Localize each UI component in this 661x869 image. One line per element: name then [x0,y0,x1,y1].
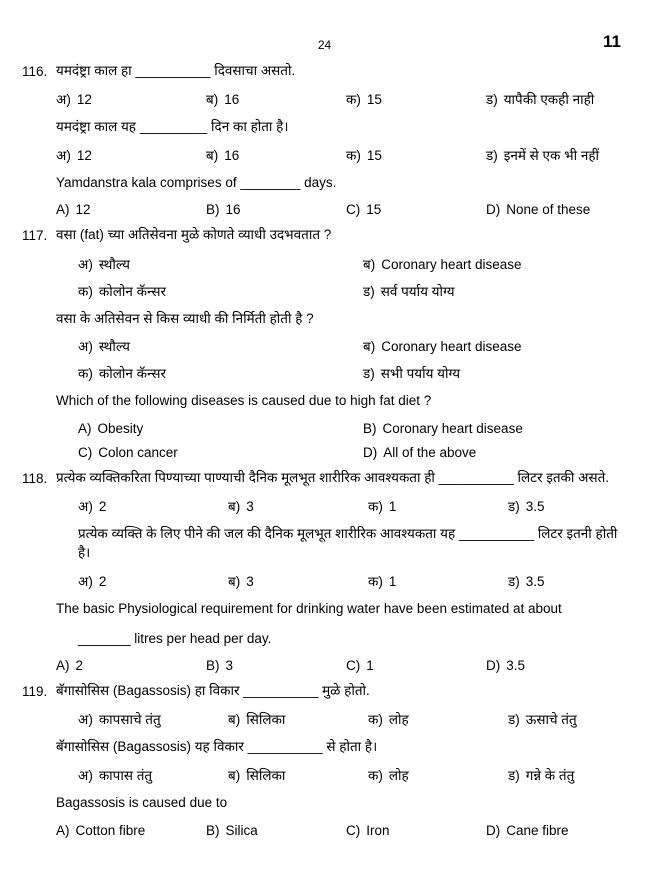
question-119-hindi-text: बॅगासोसिस (Bagassosis) यह विकार __________ से होता है। [56,739,378,755]
question-119-marathi-text: बॅगासोसिस (Bagassosis) हा विकार __________ मुळे होतो. [56,683,370,699]
option-label: अ) [78,256,93,272]
option-text: Iron [366,822,390,838]
question-118-number: 118. [22,470,48,486]
option-label: A) [56,658,70,674]
question-116-english-options [56,202,627,217]
question-119-marathi-row [22,682,627,701]
option-row-item[interactable] [78,337,363,355]
question-119-english-options [56,823,627,838]
option-label: ब) [228,767,241,783]
option-text: All of the above [383,444,477,460]
option-text: 16 [224,92,240,108]
option-row-item[interactable] [206,146,346,164]
option-label: ब) [206,147,219,163]
option-label: B) [206,822,220,838]
question-117-hindi-text: वसा के अतिसेवन से किस व्याधी की निर्मिती होती है ? [56,310,314,326]
question-119-hindi-options [78,766,627,784]
option-label: अ) [78,712,93,728]
option-text: 2 [75,658,84,674]
question-118-hindi-text: प्रत्येक व्यक्ति के लिए पीने की जल की दैनिक मूलभूत शारीरिक आवश्यकता यह __________ लिटर इतनी होती है। [78,525,618,561]
option-text: कोलोन कॅन्सर [98,283,166,299]
question-116-marathi-row [22,62,627,81]
option-text: गन्ने के तंतु [525,767,575,783]
page-header [22,28,627,62]
option-label: A) [56,822,70,838]
question-119-english-text: Bagassosis is caused due to [56,794,228,810]
option-row-item[interactable] [78,766,228,784]
option-label: क) [368,574,383,590]
option-label: क) [368,712,383,728]
option-row-item[interactable] [78,421,363,436]
question-116-english-text: Yamdanstra kala comprises of ________ days. [56,174,337,190]
question-116-hindi-options [56,146,627,164]
option-text: कापसाचे तंतु [98,712,161,728]
option-text: 3.5 [525,574,545,590]
question-116-hindi-text: यमदंष्ट्रा काल यह _________ दिन का होता है। [56,119,289,135]
option-row-item[interactable] [56,823,206,838]
option-row-item[interactable] [368,497,508,515]
option-label: अ) [56,147,71,163]
option-row-item[interactable] [56,202,206,217]
option-text: 3 [246,574,254,590]
option-text: 2 [98,498,107,514]
option-row-item[interactable] [346,146,486,164]
question-117-marathi-options-row1 [78,255,627,273]
option-text: 12 [76,147,92,163]
option-text: स्थौल्य [98,339,130,355]
option-label: ड) [508,498,520,514]
option-text: कोलोन कॅन्सर [98,366,166,382]
option-label: अ) [78,339,93,355]
option-row-item[interactable] [56,90,206,108]
option-text: 3.5 [525,498,545,514]
option-label: क) [368,498,383,514]
option-row-item[interactable] [228,710,368,728]
option-row-item[interactable] [508,497,627,515]
option-row-item[interactable] [346,823,486,838]
option-text: None of these [506,202,591,218]
question-118-english-text: The basic Physiological requirement for drinking water have been estimated at about [56,601,562,617]
option-text: 3 [225,658,234,674]
option-label: ब) [228,712,241,728]
question-116-marathi-text: यमदंष्ट्रा काल हा __________ दिवसाचा असतो. [56,63,296,78]
option-text: Cane fibre [506,822,569,838]
option-row-item[interactable] [206,823,346,838]
option-label: B) [206,658,220,674]
option-label: A) [78,420,92,436]
question-117-marathi-row [22,226,627,245]
option-row-item[interactable] [508,710,627,728]
option-label: A) [56,202,70,218]
option-label: ब) [228,498,241,514]
option-text: ऊसाचे तंतु [525,712,577,728]
option-label: C) [346,822,361,838]
option-text: 2 [98,574,107,590]
option-row-item[interactable] [78,255,363,273]
question-117-hindi-options-row2 [78,364,627,382]
option-row-item[interactable] [346,658,486,673]
option-label: क) [78,283,93,299]
option-label: ब) [228,574,241,590]
option-text: इनमें से एक भी नहीं [503,147,600,163]
option-text: 3 [246,498,254,514]
option-row-item[interactable] [508,572,627,590]
option-label: ब) [206,92,219,108]
option-row-item[interactable] [486,823,627,838]
option-text: 1 [388,574,397,590]
option-text: 16 [225,202,241,218]
option-row-item[interactable] [56,146,206,164]
option-text: Cotton fibre [75,822,146,838]
option-text: 12 [76,92,92,108]
option-row-item[interactable] [228,766,368,784]
option-row-item[interactable] [368,710,508,728]
option-label: ड) [508,712,520,728]
question-119 [22,682,627,837]
option-label: C) [346,658,361,674]
option-label: क) [346,92,361,108]
question-118-english-text-line2: _______ litres per head per day. [78,630,272,646]
option-label: D) [486,202,501,218]
option-row-item[interactable] [78,572,228,590]
option-row-item[interactable] [206,90,346,108]
question-117 [22,226,627,459]
option-label: ड) [486,147,498,163]
option-label: C) [346,202,361,218]
option-text: Coronary heart disease [382,420,523,436]
option-row-item[interactable] [78,445,363,460]
option-label: ड) [363,366,375,382]
option-label: D) [486,822,501,838]
option-row-item[interactable] [508,766,627,784]
option-label: अ) [78,767,93,783]
option-label: B) [363,420,377,436]
option-text: 15 [366,147,382,163]
option-text: 15 [366,92,382,108]
option-row-item[interactable] [78,282,363,300]
question-119-marathi-options [78,710,627,728]
option-label: ब) [363,256,376,272]
question-117-english-options-row1 [78,421,627,436]
option-label: ब) [363,339,376,355]
option-text: कापास तंतु [98,767,153,783]
question-119-number: 119. [22,684,48,700]
page-number-center: 24 [317,38,332,52]
option-row-item[interactable] [486,146,627,164]
option-row-item[interactable] [363,337,627,355]
option-row-item[interactable] [486,202,627,217]
option-text: 1 [366,658,374,674]
option-label: अ) [78,498,93,514]
page-number-right: 11 [603,32,621,51]
option-label: D) [363,444,378,460]
option-row-item[interactable] [363,282,627,300]
option-label: C) [78,444,93,460]
option-label: अ) [56,92,71,108]
option-row-item[interactable] [78,497,228,515]
option-label: क) [368,767,383,783]
option-text: 12 [75,202,91,218]
option-label: अ) [78,574,93,590]
question-118-english-options [56,658,627,673]
option-label: B) [206,202,220,218]
option-label: ड) [363,283,375,299]
option-row-item[interactable] [346,90,486,108]
option-text: सिलिका [246,767,286,783]
option-row-item[interactable] [206,202,346,217]
option-row-item[interactable] [486,658,627,673]
question-117-hindi-options-row1 [78,337,627,355]
question-118 [22,469,627,673]
option-row-item[interactable] [363,421,627,436]
option-row-item[interactable] [228,572,368,590]
option-label: ड) [508,767,520,783]
option-row-item[interactable] [363,255,627,273]
question-118-marathi-options [78,497,627,515]
option-row-item[interactable] [363,445,627,460]
option-text: 1 [388,498,397,514]
option-text: Coronary heart disease [381,339,522,355]
option-text: Obesity [97,420,144,436]
question-117-number: 117. [22,228,48,244]
question-117-marathi-text: वसा (fat) च्या अतिसेवना मुळे कोणते व्याधी उदभवतात ? [56,227,332,243]
option-text: Silica [225,822,258,838]
option-row-item[interactable] [228,497,368,515]
question-116-marathi-options [56,90,627,108]
option-text: यापैकी एकही नाही [503,92,595,108]
option-text: 15 [366,202,382,218]
option-row-item[interactable] [486,90,627,108]
option-text: 3.5 [506,658,526,674]
option-row-item[interactable] [368,572,508,590]
option-row-item[interactable] [368,766,508,784]
option-text: 16 [224,147,240,163]
option-row-item[interactable] [206,658,346,673]
option-row-item[interactable] [78,364,363,382]
question-116-number: 116. [22,64,48,79]
option-label: D) [486,658,501,674]
option-row-item[interactable] [56,658,206,673]
option-row-item[interactable] [346,202,486,217]
question-117-english-options-row2 [78,445,627,460]
question-117-english-text: Which of the following diseases is caused due to high fat diet ? [56,393,432,409]
option-label: क) [346,147,361,163]
option-text: सर्व पर्याय योग्य [380,283,455,299]
option-text: सभी पर्याय योग्य [380,366,461,382]
option-text: Colon cancer [98,444,178,460]
question-117-marathi-options-row2 [78,282,627,300]
option-text: स्थौल्य [98,256,130,272]
option-text: लोह [388,767,409,783]
question-116 [22,62,627,217]
option-label: क) [78,366,93,382]
option-label: ड) [508,574,520,590]
option-text: सिलिका [246,712,286,728]
question-118-marathi-row [22,469,627,488]
question-118-hindi-options [78,572,627,590]
option-text: Coronary heart disease [381,256,522,272]
option-text: लोह [388,712,409,728]
option-row-item[interactable] [78,710,228,728]
option-row-item[interactable] [363,364,627,382]
question-118-marathi-text: प्रत्येक व्यक्तिकरिता पिण्याच्या पाण्याची दैनिक मूलभूत शारीरिक आवश्यकता ही __________ लिटर इतकी असते. [56,469,610,485]
option-label: ड) [486,92,498,108]
